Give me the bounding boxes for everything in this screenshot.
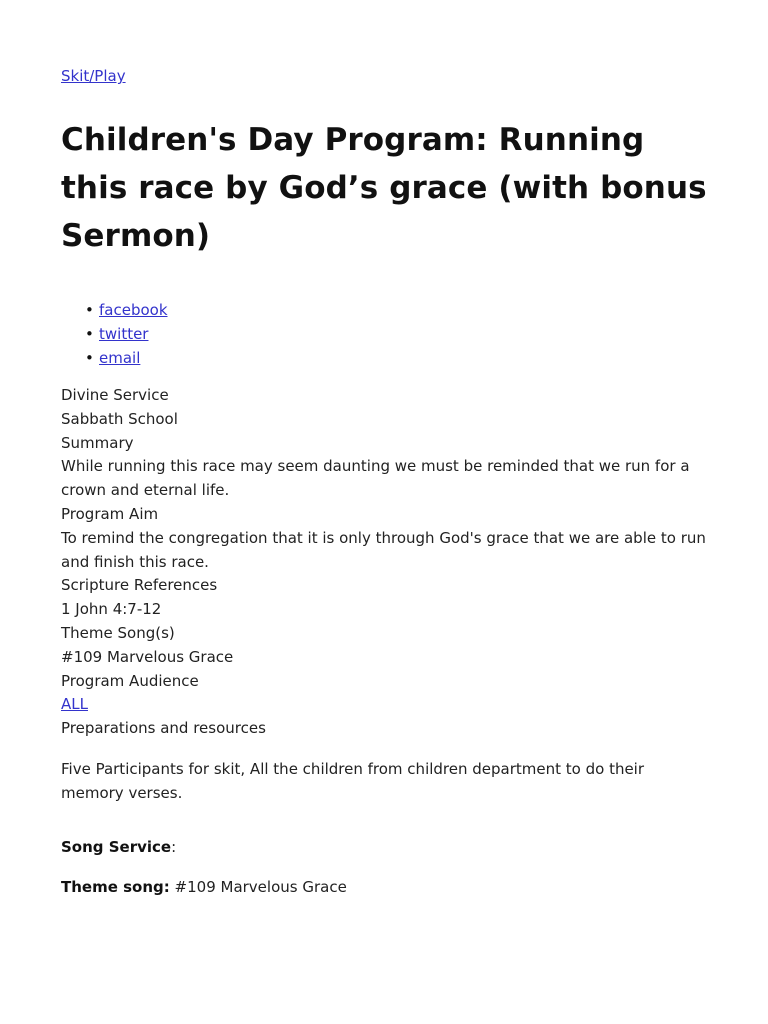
bullet-icon: •: [85, 301, 94, 319]
song-service-label: Song Service: [61, 837, 172, 856]
service-type-sabbath: Sabbath School: [61, 409, 178, 428]
program-details: [61, 384, 711, 741]
article-content: [61, 66, 711, 899]
email-share-link[interactable]: email: [99, 349, 141, 367]
page-title: Children's Day Program: Running this race by God’s grace (with bonus Sermon): [61, 122, 707, 254]
summary-label: Summary: [61, 433, 134, 452]
theme-song-label: Theme song:: [61, 877, 170, 896]
share-links: [61, 298, 711, 370]
audience-label: Program Audience: [61, 671, 199, 690]
category-link[interactable]: Skit/Play: [61, 67, 126, 85]
preparations-text: Five Participants for skit, All the children from children department to do their memory verses.: [61, 759, 645, 802]
facebook-share-link[interactable]: facebook: [99, 301, 168, 319]
summary-text: While running this race may seem daunting we must be reminded that we run for a crown and eternal life.: [61, 457, 690, 500]
theme-songs-label: Theme Song(s): [61, 623, 175, 642]
theme-songs-text: #109 Marvelous Grace: [61, 647, 234, 666]
preparations-label: Preparations and resources: [61, 719, 266, 738]
share-item-facebook: [85, 298, 711, 322]
aim-label: Program Aim: [61, 504, 159, 523]
service-type-divine: Divine Service: [61, 386, 169, 404]
aim-text: To remind the congregation that it is only through God's grace that we are able to run and finish this race.: [61, 528, 706, 571]
theme-song-value: #109 Marvelous Grace: [169, 877, 347, 896]
twitter-share-link[interactable]: twitter: [99, 325, 149, 343]
song-service-colon: :: [171, 837, 177, 856]
theme-song-line: [61, 875, 711, 899]
share-item-email: [85, 346, 711, 370]
scripture-text: 1 John 4:7-12: [61, 600, 162, 619]
song-service-heading: [61, 835, 711, 859]
bullet-icon: •: [85, 325, 94, 343]
share-item-twitter: [85, 322, 711, 346]
bullet-icon: •: [85, 349, 94, 367]
scripture-label: Scripture References: [61, 576, 218, 595]
audience-link[interactable]: ALL: [61, 695, 88, 714]
